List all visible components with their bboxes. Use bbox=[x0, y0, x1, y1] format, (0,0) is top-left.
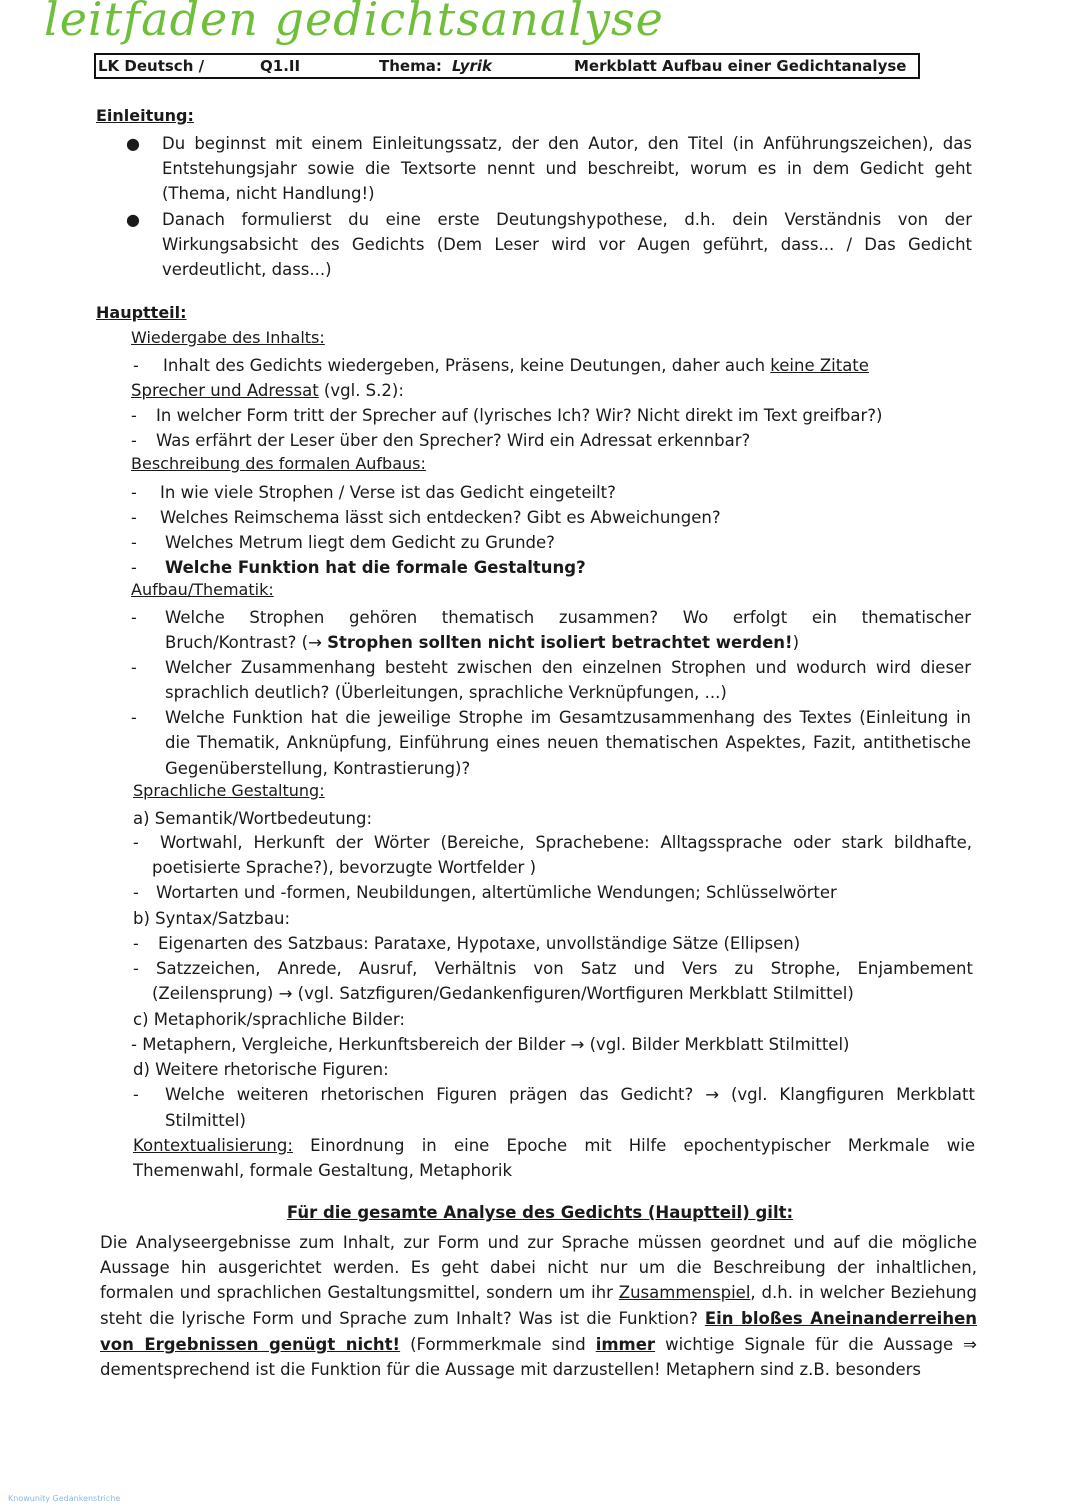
header-box bbox=[94, 53, 920, 79]
inhalt-heading: Wiedergabe des Inhalts: bbox=[131, 328, 325, 347]
header-unit: Q1.II bbox=[260, 57, 301, 75]
aufbau-3-line2: die Thematik, Anknüpfung, Einführung eines neuen thematischen Aspektes, Fazit, antithetische bbox=[165, 733, 971, 752]
einleitung-b1-line2: Entstehungsjahr sowie die Textsorte nennt und beschreibt, worum es in dem Gedicht geht bbox=[162, 159, 972, 178]
footer-watermark: Knowunity Gedankenstriche bbox=[8, 1494, 121, 1503]
dash: - bbox=[131, 533, 137, 552]
metaphorik-heading: c) Metaphorik/sprachliche Bilder: bbox=[133, 1010, 405, 1029]
sprecher-heading: Sprecher und Adressat (vgl. S.2): bbox=[131, 381, 404, 400]
bullet-icon: ● bbox=[126, 134, 140, 153]
formal-line2: Welches Reimschema lässt sich entdecken? Gibt es Abweichungen? bbox=[160, 508, 721, 527]
page-title: leitfaden gedichtsanalyse bbox=[44, 0, 664, 46]
formal-line3: Welches Metrum liegt dem Gedicht zu Grunde? bbox=[165, 533, 555, 552]
header-topic-value: Lyrik bbox=[452, 57, 492, 75]
inhalt-line1: Inhalt des Gedichts wiedergeben, Präsens, keine Deutungen, daher auch keine Zitate bbox=[163, 356, 869, 375]
semantik-2: Wortarten und -formen, Neubildungen, altertümliche Wendungen; Schlüsselwörter bbox=[156, 883, 837, 902]
einleitung-b2-line2: Wirkungsabsicht des Gedichts (Dem Leser wird vor Augen geführt, dass... / Das Gedicht bbox=[162, 235, 972, 254]
rhetorik-1-line2: Stilmittel) bbox=[165, 1111, 246, 1130]
dash: - bbox=[133, 883, 139, 902]
dash: - bbox=[131, 608, 137, 627]
aufbau-line2: Bruch/Kontrast? (→ Strophen sollten nicht isoliert betrachtet werden!) bbox=[165, 633, 799, 652]
rhetorik-1-line1: Welche weiteren rhetorischen Figuren prägen das Gedicht? → (vgl. Klangfiguren Merkblatt bbox=[165, 1085, 975, 1104]
semantik-1-line2: poetisierte Sprache?), bevorzugte Wortfelder ) bbox=[152, 858, 537, 877]
formal-heading: Beschreibung des formalen Aufbaus: bbox=[131, 454, 426, 473]
syntax-1: Eigenarten des Satzbaus: Parataxe, Hypotaxe, unvollständige Sätze (Ellipsen) bbox=[158, 934, 801, 953]
hauptteil-heading: Hauptteil: bbox=[96, 303, 187, 322]
aufbau-heading: Aufbau/Thematik: bbox=[131, 580, 274, 599]
einleitung-b1-line1: Du beginnst mit einem Einleitungssatz, der den Autor, den Titel (in Anführungszeichen), das bbox=[162, 134, 972, 153]
dash: - bbox=[131, 558, 137, 577]
einleitung-b2-line3: verdeutlicht, dass...) bbox=[162, 260, 332, 279]
formal-line4: Welche Funktion hat die formale Gestaltung? bbox=[165, 558, 586, 577]
aufbau-2-line2: sprachlich deutlich? (Überleitungen, sprachliche Verknüpfungen, ...) bbox=[165, 683, 727, 702]
sprecher-line1: In welcher Form tritt der Sprecher auf (lyrisches Ich? Wir? Nicht direkt im Text greifbar?) bbox=[156, 406, 883, 425]
bullet-icon: ● bbox=[126, 210, 140, 229]
sprecher-line2: Was erfährt der Leser über den Sprecher? Wird ein Adressat erkennbar? bbox=[156, 431, 751, 450]
gesamt-line2: Aussage hin ausgerichtet werden. Es geht dabei nicht nur um die Beschreibung der inhaltlichen, bbox=[100, 1258, 977, 1277]
semantik-heading: a) Semantik/Wortbedeutung: bbox=[133, 809, 373, 828]
dash: - bbox=[133, 356, 139, 375]
aufbau-3-line3: Gegenüberstellung, Kontrastierung)? bbox=[165, 759, 471, 778]
metaphorik-1: - Metaphern, Vergleiche, Herkunftsbereich der Bilder → (vgl. Bilder Merkblatt Stilmittel) bbox=[131, 1035, 850, 1054]
aufbau-line1: Welche Strophen gehören thematisch zusammen? Wo erfolgt ein thematischer bbox=[165, 608, 971, 627]
gesamt-line3: formalen und sprachlichen Gestaltungsmittel, sondern um ihr Zusammenspiel, d.h. in welcher Beziehung bbox=[100, 1283, 977, 1302]
semantik-1-line1: Wortwahl, Herkunft der Wörter (Bereiche, Sprachebene: Alltagssprache oder stark bildhafte, bbox=[160, 833, 972, 852]
dash: - bbox=[133, 1085, 139, 1104]
dash: - bbox=[131, 508, 137, 527]
header-course: LK Deutsch / bbox=[98, 57, 205, 75]
rhetorik-heading: d) Weitere rhetorische Figuren: bbox=[133, 1060, 389, 1079]
kontext-line1: Kontextualisierung: Einordnung in eine Epoche mit Hilfe epochentypischer Merkmale wie bbox=[133, 1136, 975, 1155]
dash: - bbox=[133, 833, 139, 852]
einleitung-b1-line3: (Thema, nicht Handlung!) bbox=[162, 184, 375, 203]
gesamt-line5: von Ergebnissen genügt nicht! (Formmerkmale sind immer wichtige Signale für die Aussage ⇒ bbox=[100, 1335, 977, 1354]
syntax-2-line1: Satzzeichen, Anrede, Ausruf, Verhältnis von Satz und Vers zu Strophe, Enjambement bbox=[156, 959, 973, 978]
aufbau-3-line1: Welche Funktion hat die jeweilige Strophe im Gesamtzusammenhang des Textes (Einleitung in bbox=[165, 708, 971, 727]
gesamt-heading: Für die gesamte Analyse des Gedichts (Hauptteil) gilt: bbox=[286, 1203, 794, 1222]
dash: - bbox=[133, 934, 139, 953]
dash: - bbox=[131, 708, 137, 727]
aufbau-2-line1: Welcher Zusammenhang besteht zwischen den einzelnen Strophen und wodurch wird dieser bbox=[165, 658, 971, 677]
dash: - bbox=[133, 959, 139, 978]
syntax-2-line2: (Zeilensprung) → (vgl. Satzfiguren/Gedankenfiguren/Wortfiguren Merkblatt Stilmittel) bbox=[152, 984, 854, 1003]
header-topic-label: Thema: bbox=[379, 57, 442, 75]
dash: - bbox=[131, 483, 137, 502]
dash: - bbox=[131, 406, 137, 425]
kontext-line2: Themenwahl, formale Gestaltung, Metaphorik bbox=[133, 1161, 513, 1180]
header-sheet: Merkblatt Aufbau einer Gedichtanalyse bbox=[574, 57, 907, 75]
formal-line1: In wie viele Strophen / Verse ist das Gedicht eingeteilt? bbox=[160, 483, 616, 502]
einleitung-heading: Einleitung: bbox=[96, 106, 194, 125]
einleitung-b2-line1: Danach formulierst du eine erste Deutungshypothese, d.h. dein Verständnis von der bbox=[162, 210, 972, 229]
gesamt-line1: Die Analyseergebnisse zum Inhalt, zur Form und zur Sprache müssen geordnet und auf die mögliche bbox=[100, 1233, 977, 1252]
gesamt-line6: dementsprechend ist die Funktion für die Aussage mit darzustellen! Metaphern sind z.B. besonders bbox=[100, 1360, 922, 1379]
syntax-heading: b) Syntax/Satzbau: bbox=[133, 909, 291, 928]
gesamt-line4: steht die lyrische Form und Sprache zum Inhalt? Was ist die Funktion? Ein bloßes Aneinanderreihen bbox=[100, 1309, 978, 1328]
dash: - bbox=[131, 431, 137, 450]
dash: - bbox=[131, 658, 137, 677]
sprache-heading: Sprachliche Gestaltung: bbox=[133, 781, 325, 800]
